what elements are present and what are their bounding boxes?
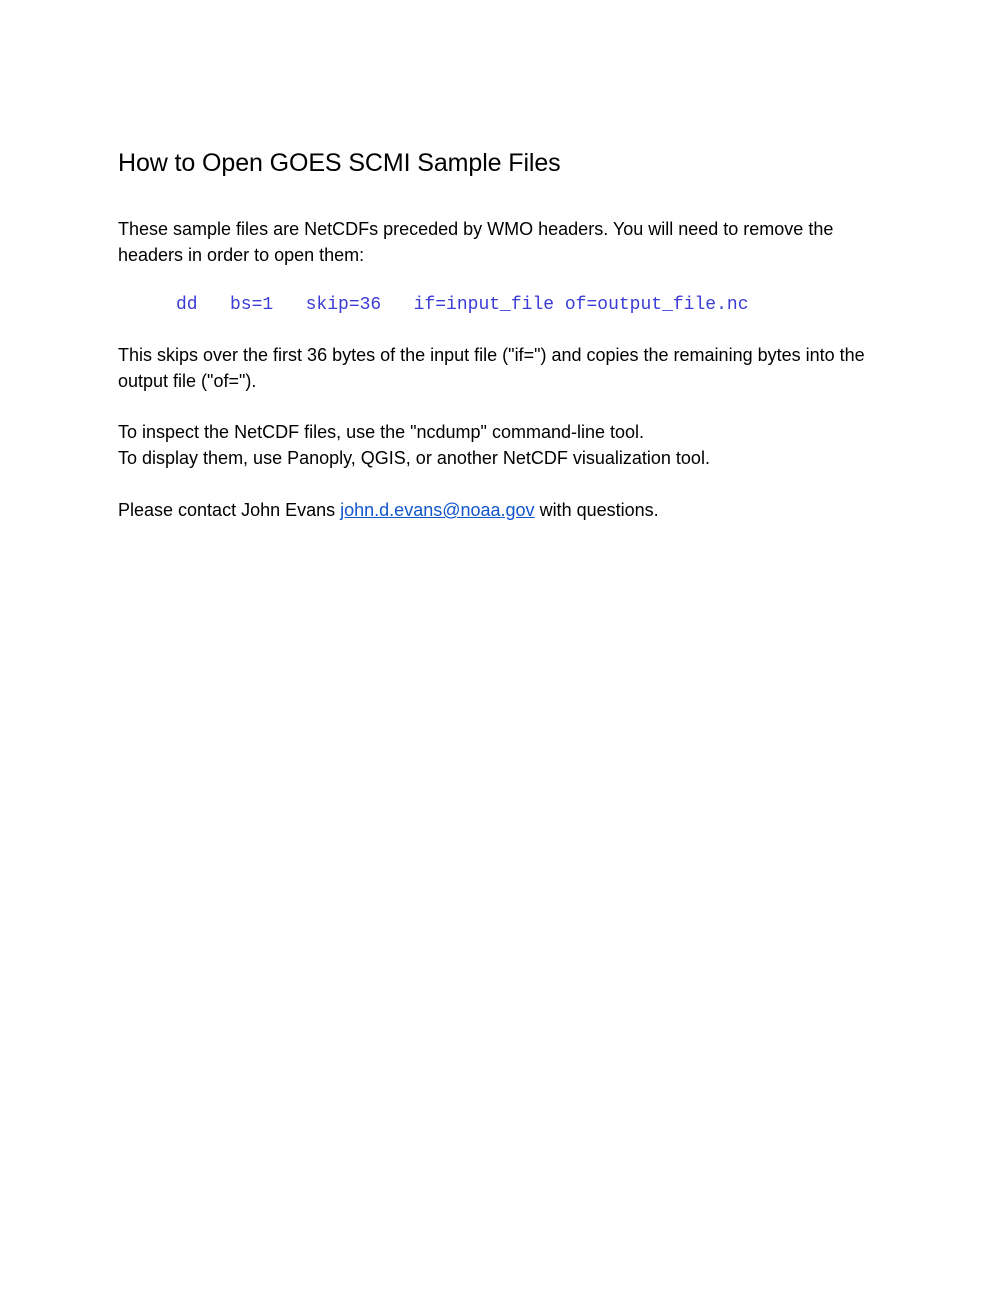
dd-command: dd bs=1 skip=36 if=input_file of=output_file.nc bbox=[176, 295, 749, 315]
inspect-line: To inspect the NetCDF files, use the "ncdump" command-line tool. bbox=[118, 422, 645, 442]
page-title: How to Open GOES SCMI Sample Files bbox=[118, 149, 561, 177]
contact-prefix: Please contact John Evans bbox=[118, 500, 341, 520]
contact-suffix: with questions. bbox=[534, 500, 659, 520]
intro-paragraph: These sample files are NetCDFs preceded by WMO headers. You will need to remove the headers in order to open them: bbox=[118, 219, 834, 265]
display-line: To display them, use Panoply, QGIS, or another NetCDF visualization tool. bbox=[118, 448, 710, 468]
contact-email-link[interactable]: john.d.evans@noaa.gov bbox=[340, 500, 535, 520]
explanation-paragraph: This skips over the first 36 bytes of the input file ("if=") and copies the remaining bytes into the output file ("of="). bbox=[118, 345, 865, 391]
tools-paragraph bbox=[118, 419, 888, 471]
contact-paragraph bbox=[118, 497, 888, 523]
document-page bbox=[118, 146, 888, 523]
